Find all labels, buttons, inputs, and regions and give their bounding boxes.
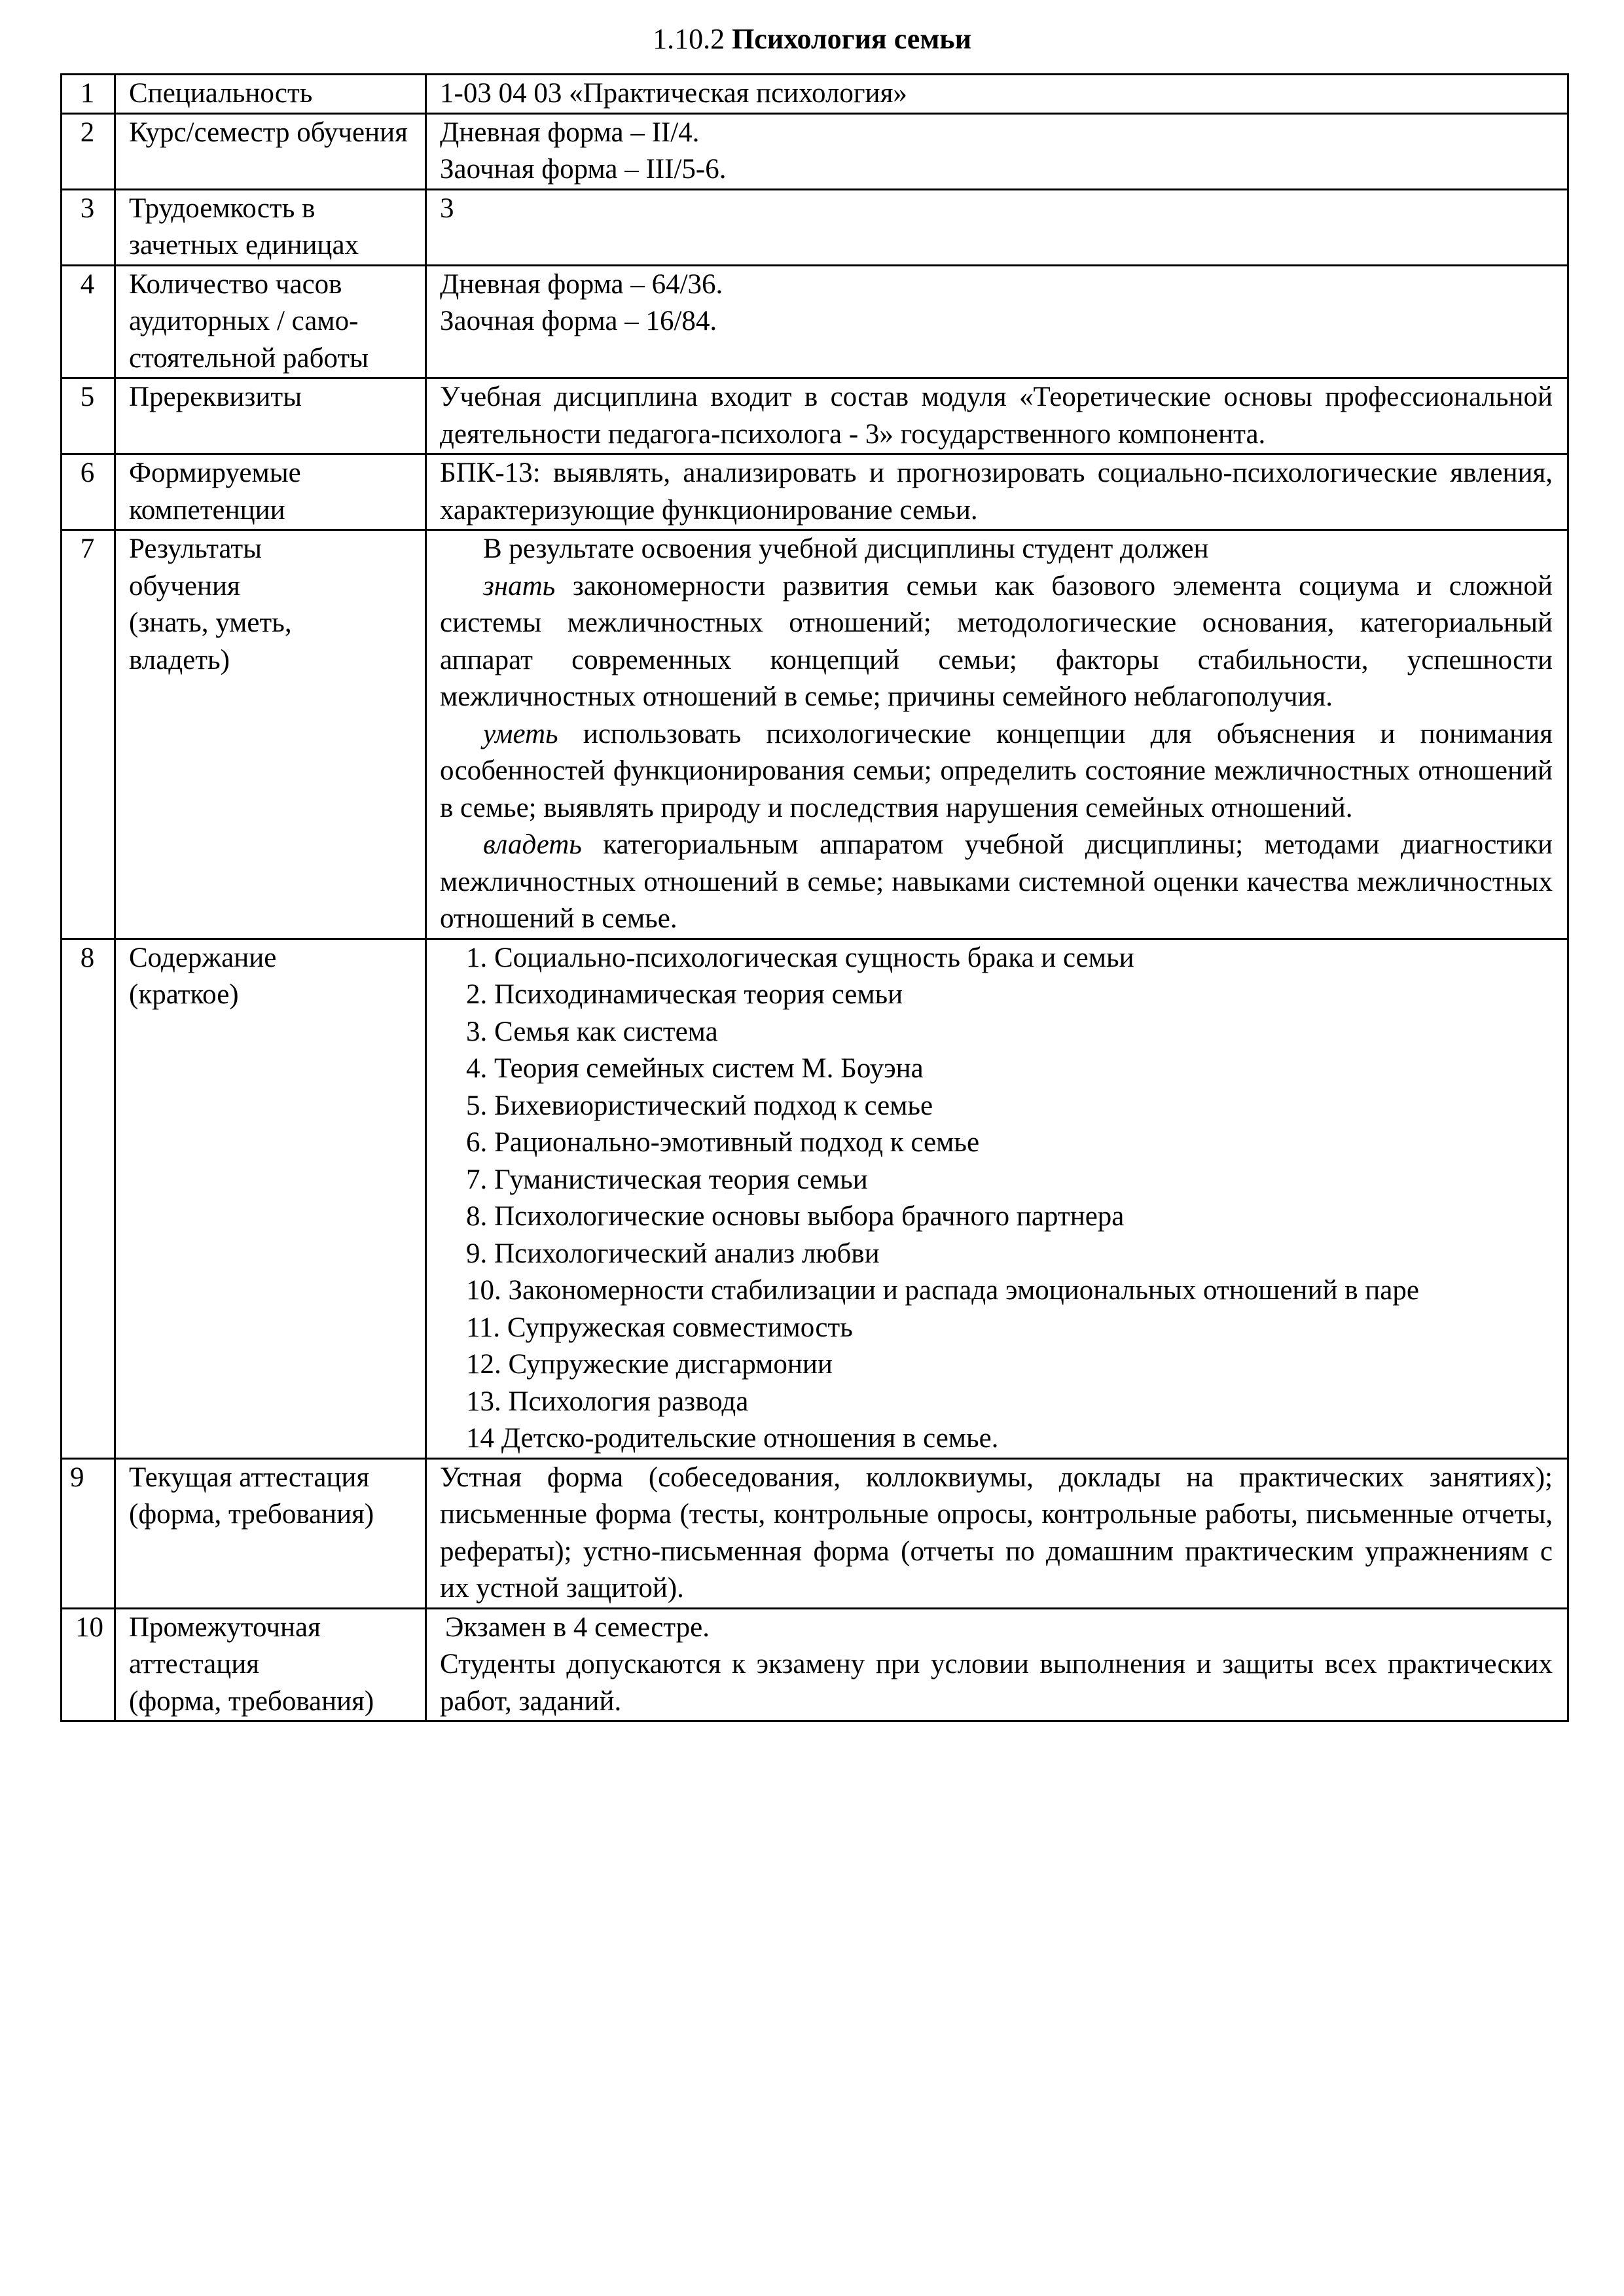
row-label-line: (форма, требования) — [129, 1499, 374, 1530]
learning-outcomes-intro: В результате освоения учебной дисциплины студент должен — [483, 533, 1209, 564]
know-text: закономерности развития семьи как базового элемента социума и сложной системы межличностных отношений; методологические основания, категориальный аппарат современных концепций семьи; факторы стабильности, успешности межличностных отношений в семье; причины семейного неблагополучия. — [440, 570, 1553, 712]
row-label-line: аттестация — [129, 1649, 260, 1679]
section-title: Психология семьи — [732, 23, 971, 55]
list-item: 4. Теория семейных систем М. Боуэна — [466, 1053, 924, 1084]
row-value — [426, 378, 1568, 454]
row-label — [115, 378, 426, 454]
table-row — [62, 75, 1568, 114]
row-label-line: Содержание — [129, 942, 277, 973]
row-label-line: (форма, требования) — [129, 1685, 374, 1717]
table-row — [62, 939, 1568, 1458]
row-number: 3 — [62, 189, 115, 265]
section-number: 1.10.2 — [653, 23, 725, 55]
row-value-line: Заочная форма – 16/84. — [440, 306, 717, 336]
row-value — [426, 113, 1568, 189]
row-number: 1 — [62, 75, 115, 114]
learning-outcome-know — [440, 568, 1553, 716]
learning-outcome-master — [440, 827, 1553, 938]
row-number: 6 — [62, 454, 115, 530]
row-number: 10 — [62, 1608, 115, 1721]
list-item: 10. Закономерности стабилизации и распада эмоциональных отношений в паре — [466, 1275, 1419, 1306]
row-number: 5 — [62, 378, 115, 454]
can-text: использовать психологические концепции для объяснения и понимания особенностей функционирования семьи; определить состояние межличностных отношений в семье; выявлять природу и последствия нарушения семейных отношений. — [440, 718, 1553, 823]
row-label — [115, 265, 426, 378]
list-item: 11. Супружеская совместимость — [466, 1312, 853, 1343]
row-number: 4 — [62, 265, 115, 378]
row-label — [115, 1608, 426, 1721]
row-value-text: 1-03 04 03 «Практическая психология» — [440, 78, 907, 109]
row-value — [426, 265, 1568, 378]
list-item: 5. Бихевиористический подход к семье — [466, 1090, 933, 1121]
row-value-text: Устная форма (собеседования, коллоквиумы, доклады на практических занятиях); письменные форма (тесты, контрольные опросы, контрольные работы, письменные отчеты, рефераты); устно-письменная форма (отчеты по домашним практическим упражнениям с их устной защитой). — [440, 1462, 1553, 1604]
row-value-text: БПК-13: выявлять, анализировать и прогнозировать социально-психологические явления, характеризующие функционирование семьи. — [440, 457, 1553, 526]
table-row — [62, 189, 1568, 265]
row-label-line: (знать, уметь, — [129, 607, 292, 638]
row-number: 8 — [62, 939, 115, 1458]
row-label — [115, 939, 426, 1458]
row-value — [426, 75, 1568, 114]
row-value — [426, 454, 1568, 530]
row-number: 9 — [62, 1458, 115, 1608]
table-row — [62, 265, 1568, 378]
know-label: знать — [483, 570, 556, 601]
table-row — [62, 1458, 1568, 1608]
row-value-line: Дневная форма – II/4. — [440, 117, 700, 148]
master-text: категориальным аппаратом учебной дисциплины; методами диагностики межличностных отношений в семье; навыками системной оценки качества межличностных отношений в семье. — [440, 829, 1553, 934]
row-value-line: Заочная форма – III/5-6. — [440, 154, 727, 185]
list-item: 12. Супружеские дисгармонии — [466, 1349, 833, 1380]
row-label-line: Промежуточная — [129, 1611, 321, 1643]
table-row — [62, 1608, 1568, 1721]
can-label: уметь — [483, 718, 558, 749]
table-row — [62, 530, 1568, 939]
page-title — [0, 20, 1624, 59]
row-label-line: обучения — [129, 570, 240, 601]
list-item: 6. Рационально-эмотивный подход к семье — [466, 1127, 980, 1158]
row-label-line: Результаты — [129, 533, 262, 564]
master-label: владеть — [483, 829, 582, 860]
row-value — [426, 939, 1568, 1458]
learning-outcome-can — [440, 716, 1553, 827]
row-label-line: (краткое) — [129, 979, 239, 1010]
row-label-text: Трудоемкость в зачетных единицах — [129, 192, 359, 260]
row-label — [115, 189, 426, 265]
table-row — [62, 378, 1568, 454]
row-label-line: Текущая аттестация — [129, 1462, 370, 1493]
list-item: 14 Детско-родительские отношения в семье. — [466, 1423, 999, 1454]
list-item: 13. Психология развода — [466, 1386, 749, 1417]
row-label-text: Курс/семестр обучения — [129, 117, 408, 148]
list-item: 7. Гуманистическая теория семьи — [466, 1164, 868, 1195]
row-value-text: Учебная дисциплина входит в состав модуля «Теоретические основы профессиональной деятельности педагога-психолога - 3» государственного компонента. — [440, 382, 1553, 450]
row-value-text: Студенты допускаются к экзамену при условии выполнения и защиты всех практических работ, заданий. — [440, 1649, 1553, 1717]
row-label-text: Пререквизиты — [129, 382, 302, 412]
table-row — [62, 113, 1568, 189]
list-item: 2. Психодинамическая теория семьи — [466, 979, 903, 1010]
list-item: 8. Психологические основы выбора брачного партнера — [466, 1201, 1125, 1232]
list-item: 3. Семья как система — [466, 1016, 718, 1047]
row-label — [115, 75, 426, 114]
row-label — [115, 1458, 426, 1608]
syllabus-table — [60, 73, 1569, 1722]
row-label — [115, 454, 426, 530]
row-value-line: Дневная форма – 64/36. — [440, 268, 723, 300]
row-value — [426, 189, 1568, 265]
row-label — [115, 113, 426, 189]
row-label — [115, 530, 426, 939]
exam-text: Экзамен в 4 семестре. — [445, 1611, 710, 1643]
row-value — [426, 1608, 1568, 1721]
row-value — [426, 1458, 1568, 1608]
row-label-line: владеть) — [129, 644, 230, 675]
row-value — [426, 530, 1568, 939]
row-label-text: Количество часов аудиторных / само-стоятельной работы — [129, 268, 369, 374]
list-item: 9. Психологический анализ любви — [466, 1238, 880, 1269]
row-label-text: Специальность — [129, 78, 313, 109]
row-number: 2 — [62, 113, 115, 189]
row-label-text: Формируемые компетенции — [129, 457, 308, 526]
list-item: 1. Социально-психологическая сущность брака и семьи — [466, 942, 1134, 973]
row-value-text: 3 — [440, 192, 454, 224]
row-number: 7 — [62, 530, 115, 939]
table-row — [62, 454, 1568, 530]
